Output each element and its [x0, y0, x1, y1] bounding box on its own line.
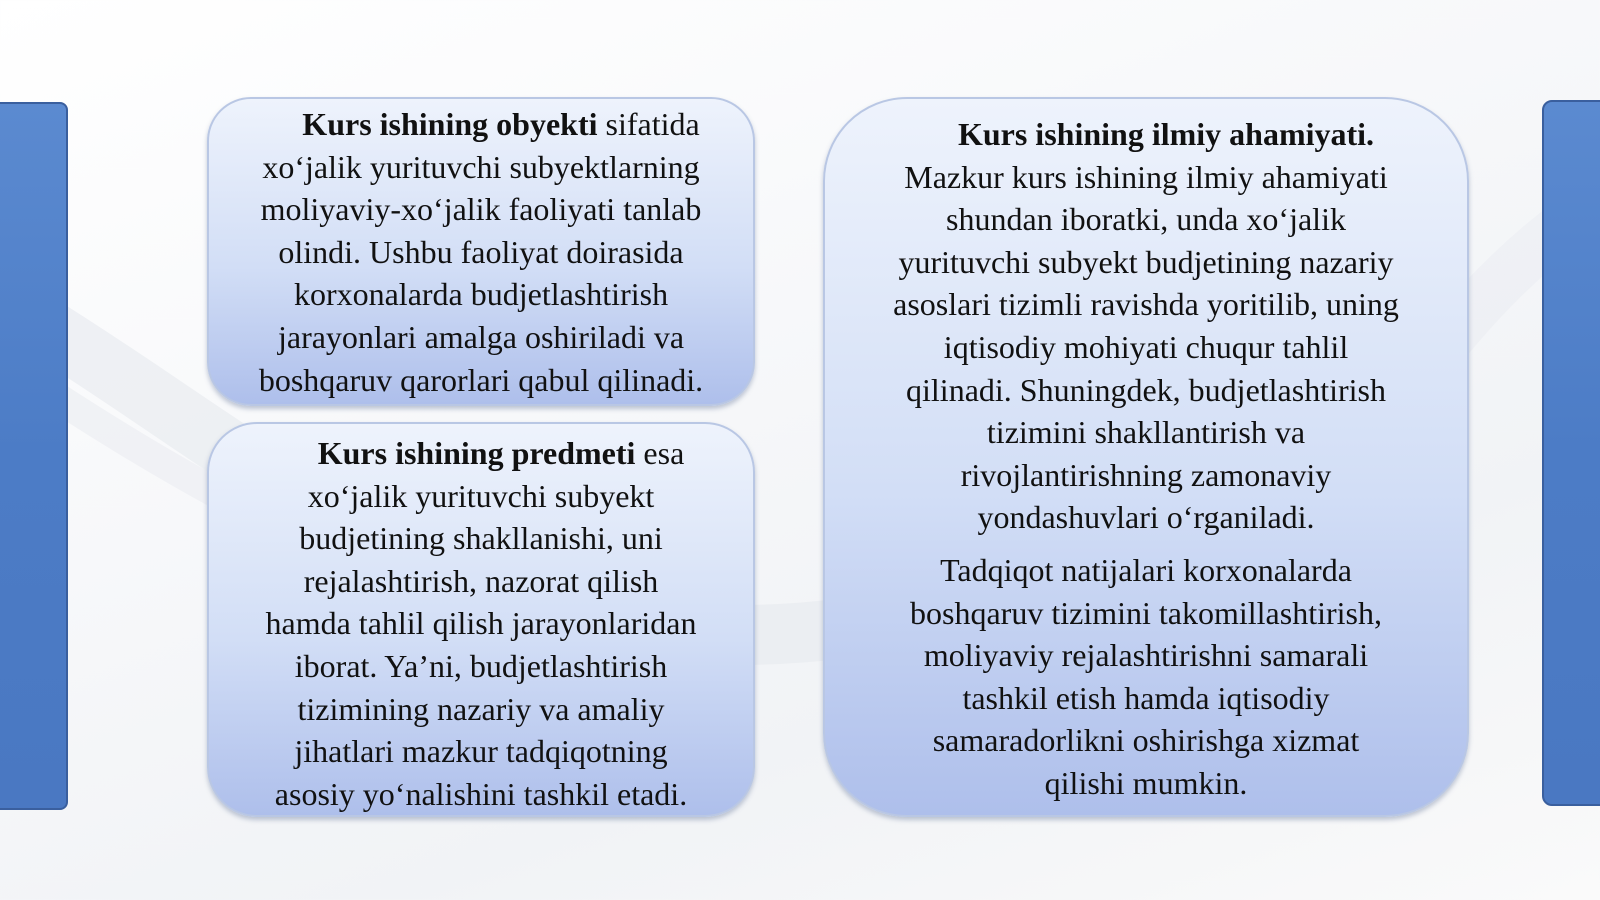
right-decorative-bar — [1542, 100, 1600, 806]
significance-line: samaradorlikni oshirishga xizmat — [932, 722, 1360, 759]
object-line: moliyaviy-xo‘jalik faoliyati tanlab — [260, 191, 702, 228]
subject-line: hamda tahlil qilish jarayonlaridan — [265, 605, 697, 642]
significance-para-1 — [825, 113, 1467, 539]
object-line: olindi. Ushbu faoliyat doirasida — [278, 233, 684, 270]
subject-line: rejalashtirish, nazorat qilish — [303, 562, 659, 599]
object-text — [209, 103, 753, 401]
left-decorative-bar — [0, 102, 68, 810]
significance-box — [823, 97, 1469, 817]
significance-line: iqtisodiy mohiyati chuqur tahlil — [943, 328, 1349, 365]
object-line: xo‘jalik yurituvchi subyektlarning — [262, 148, 700, 185]
significance-line: qilinadi. Shuningdek, budjetlashtirish — [906, 371, 1386, 408]
object-line: jarayonlari amalga oshiriladi va — [277, 318, 685, 355]
significance-line: Tadqiqot natijalari korxonalarda — [940, 551, 1352, 588]
significance-line: rivojlantirishning zamonaviy — [960, 456, 1332, 493]
significance-line: qilishi mumkin. — [1044, 764, 1248, 801]
object-heading: Kurs ishining obyekti — [302, 106, 598, 142]
significance-line: yondashuvlari o‘rganiladi. — [977, 499, 1315, 536]
significance-line: asoslari tizimli ravishda yoritilib, uning — [893, 286, 1399, 323]
significance-line: shundan iboratki, unda xo‘jalik — [946, 201, 1346, 238]
significance-heading: Kurs ishining ilmiy ahamiyati. — [957, 116, 1375, 152]
subject-text — [209, 432, 753, 815]
significance-line: boshqaruv tizimini takomillashtirish, — [910, 594, 1382, 631]
subject-line: budjetining shakllanishi, uni — [299, 520, 663, 557]
significance-line: Mazkur kurs ishining ilmiy ahamiyati — [904, 158, 1388, 195]
significance-line: tizimini shakllantirish va — [986, 414, 1306, 451]
subject-heading: Kurs ishining predmeti — [317, 435, 636, 471]
subject-line: iborat. Ya’ni, budjetlashtirish — [294, 647, 668, 684]
significance-line: moliyaviy rejalashtirishni samarali — [923, 637, 1369, 674]
significance-line: tashkil etish hamda iqtisodiy — [962, 679, 1330, 716]
subject-line: tizimining nazariy va amaliy — [297, 690, 665, 727]
object-line: korxonalarda budjetlashtirish — [293, 276, 669, 313]
significance-line: yurituvchi subyekt budjetining nazariy — [898, 243, 1394, 280]
subject-line: jihatlari mazkur tadqiqotning — [294, 733, 668, 770]
subject-box — [207, 422, 755, 817]
object-box — [207, 97, 755, 406]
significance-para-2 — [825, 549, 1467, 805]
object-line: sifatida — [597, 106, 700, 142]
object-line: boshqaruv qarorlari qabul qilinadi. — [258, 361, 704, 398]
subject-line: asosiy yo‘nalishini tashkil etadi. — [274, 775, 688, 812]
subject-line: xo‘jalik yurituvchi subyekt — [307, 477, 655, 514]
subject-line: esa — [635, 435, 685, 471]
